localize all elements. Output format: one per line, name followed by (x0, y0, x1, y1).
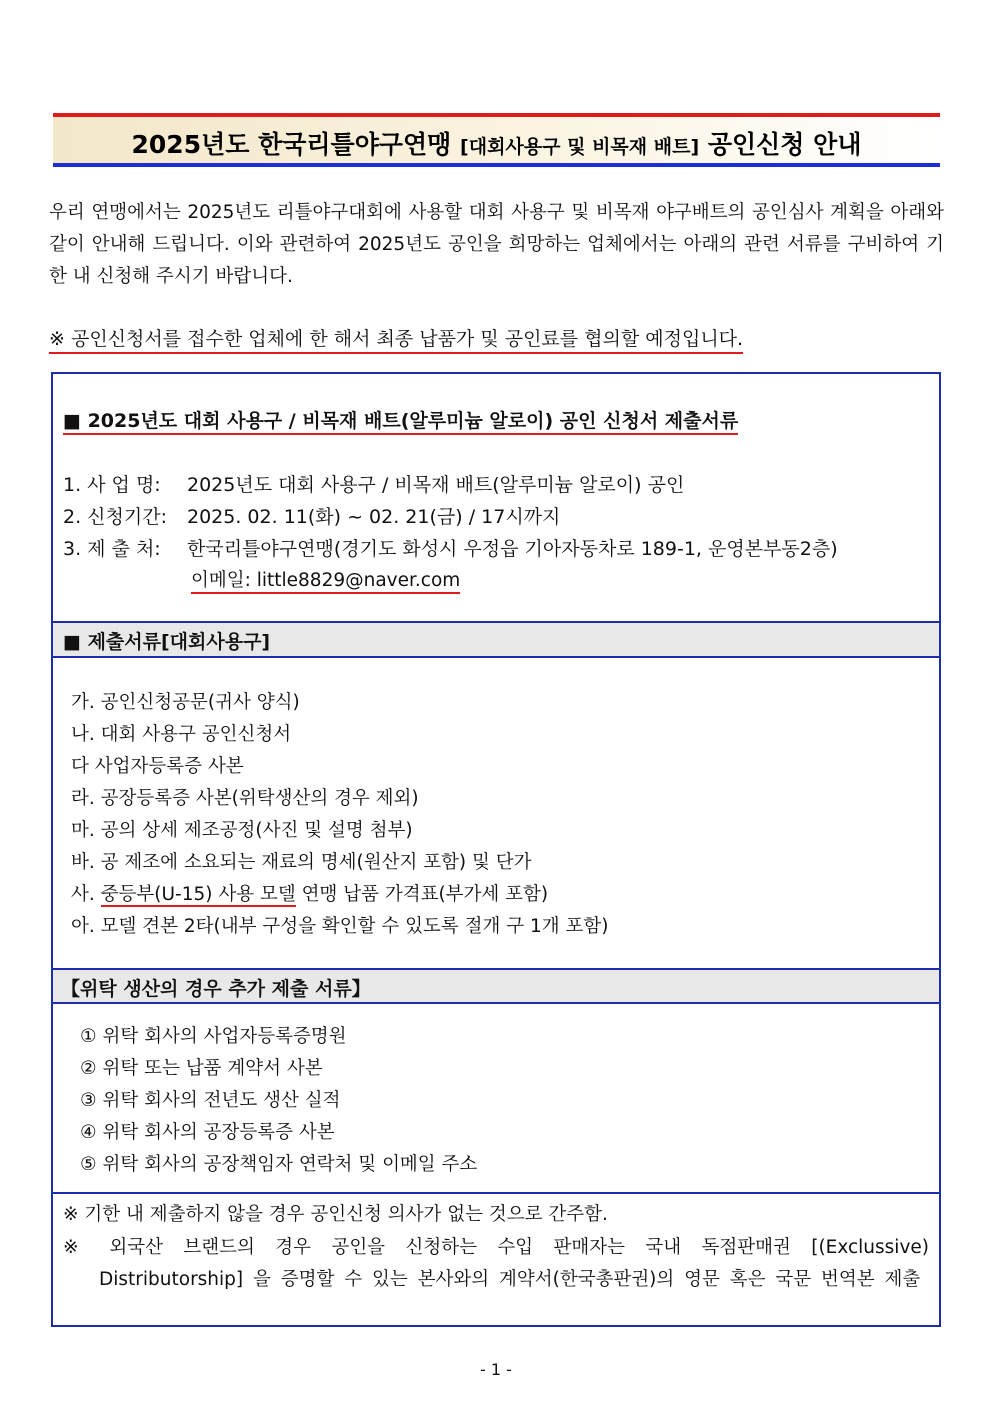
section2-title: ■ 제출서류[대회사용구] (63, 631, 271, 653)
divider (53, 1192, 939, 1194)
title-banner (53, 113, 940, 167)
list-item: 나. 대회 사용구 공인신청서 (71, 724, 292, 745)
title-blue-rule (53, 163, 940, 167)
list-item: ③ 위탁 회사의 전년도 생산 실적 (80, 1090, 341, 1111)
info-value: 2025. 02. 11(화) ~ 02. 21(금) / 17시까지 (187, 506, 561, 528)
list-item: ② 위탁 또는 납품 계약서 사본 (80, 1058, 323, 1079)
info-value: 한국리틀야구연맹(경기도 화성시 우정읍 기아자동차로 189-1, 운영본부동2층) (187, 538, 838, 560)
notice-text: ※ 공인신청서를 접수한 업체에 한 해서 최종 납품가 및 공인료를 협의할 예정입니다. (49, 324, 743, 354)
list-item: 아. 모델 견본 2타(내부 구성을 확인할 수 있도록 절개 구 1개 포함) (71, 916, 609, 937)
list-item: ④ 위탁 회사의 공장등록증 사본 (80, 1122, 335, 1143)
section3-title: 【위탁 생산의 경우 추가 제출 서류】 (61, 978, 371, 1000)
info-label: 1. 사 업 명: (63, 474, 161, 496)
info-row-project (63, 470, 685, 497)
info-label: 2. 신청기간: (63, 506, 167, 528)
page-number: - 1 - (480, 1360, 512, 1379)
footnote: ※ 기한 내 제출하지 않을 경우 공인신청 의사가 없는 것으로 간주함. (63, 1204, 608, 1225)
page-title (53, 125, 940, 161)
item-emphasis: 중등부(U-15) 사용 모델 (100, 884, 296, 905)
title-red-rule (53, 113, 940, 117)
item-suffix: 연맹 납품 가격표(부가세 포함) (301, 884, 549, 905)
info-value: 2025년도 대회 사용구 / 비목재 배트(알루미늄 알로이) 공인 (187, 474, 685, 496)
item-prefix: 사. (71, 884, 95, 905)
list-item: ⑤ 위탁 회사의 공장책임자 연락처 및 이메일 주소 (80, 1154, 478, 1175)
list-item (71, 880, 548, 906)
submission-box (51, 372, 941, 1327)
section3-header-band (53, 970, 939, 1002)
list-item: 가. 공인신청공문(귀사 양식) (71, 692, 300, 713)
list-item: 라. 공장등록증 사본(위탁생산의 경우 제외) (71, 788, 419, 809)
list-item: 바. 공 제조에 소요되는 재료의 명세(원산지 포함) 및 단가 (71, 852, 532, 873)
divider (53, 656, 939, 658)
list-item: ① 위탁 회사의 사업자등록증명원 (80, 1026, 347, 1047)
list-item: 다 사업자등록증 사본 (71, 756, 244, 777)
title-part2: [대회사용구 및 비목재 배트] (460, 136, 700, 158)
info-row-period (63, 502, 561, 529)
title-part3: 공인신청 안내 (707, 130, 862, 159)
section2-header-band (53, 623, 939, 656)
info-label: 3. 제 출 처: (63, 538, 161, 560)
footnote: ※ 외국산 브랜드의 경우 공인을 신청하는 수입 판매자는 국내 독점판매권 [(Exclussive) Distributorship] 을 증명할 수 있는 본사와의 계약서(한국총판권)의 영문 혹은 국문 번역본 제출 (63, 1237, 929, 1290)
info-row-submit-to (63, 534, 838, 561)
intro-paragraph: 우리 연맹에서는 2025년도 리틀야구대회에 사용할 대회 사용구 및 비목재 야구배트의 공인심사 계획을 아래와 같이 안내해 드립니다. 이와 관련하여 2025년도 공인을 희망하는 업체에서는 아래의 관련 서류를 구비하여 기한 내 신청해 주시기 바랍니다. (49, 202, 944, 287)
divider (53, 1002, 939, 1004)
email-address[interactable]: 이메일: little8829@naver.com (191, 566, 460, 594)
section1-title: ■ 2025년도 대회 사용구 / 비목재 배트(알루미늄 알로이) 공인 신청서 제출서류 (63, 406, 738, 435)
title-part1: 2025년도 한국리틀야구연맹 (131, 130, 452, 159)
list-item: 마. 공의 상세 제조공정(사진 및 설명 첨부) (71, 820, 413, 841)
